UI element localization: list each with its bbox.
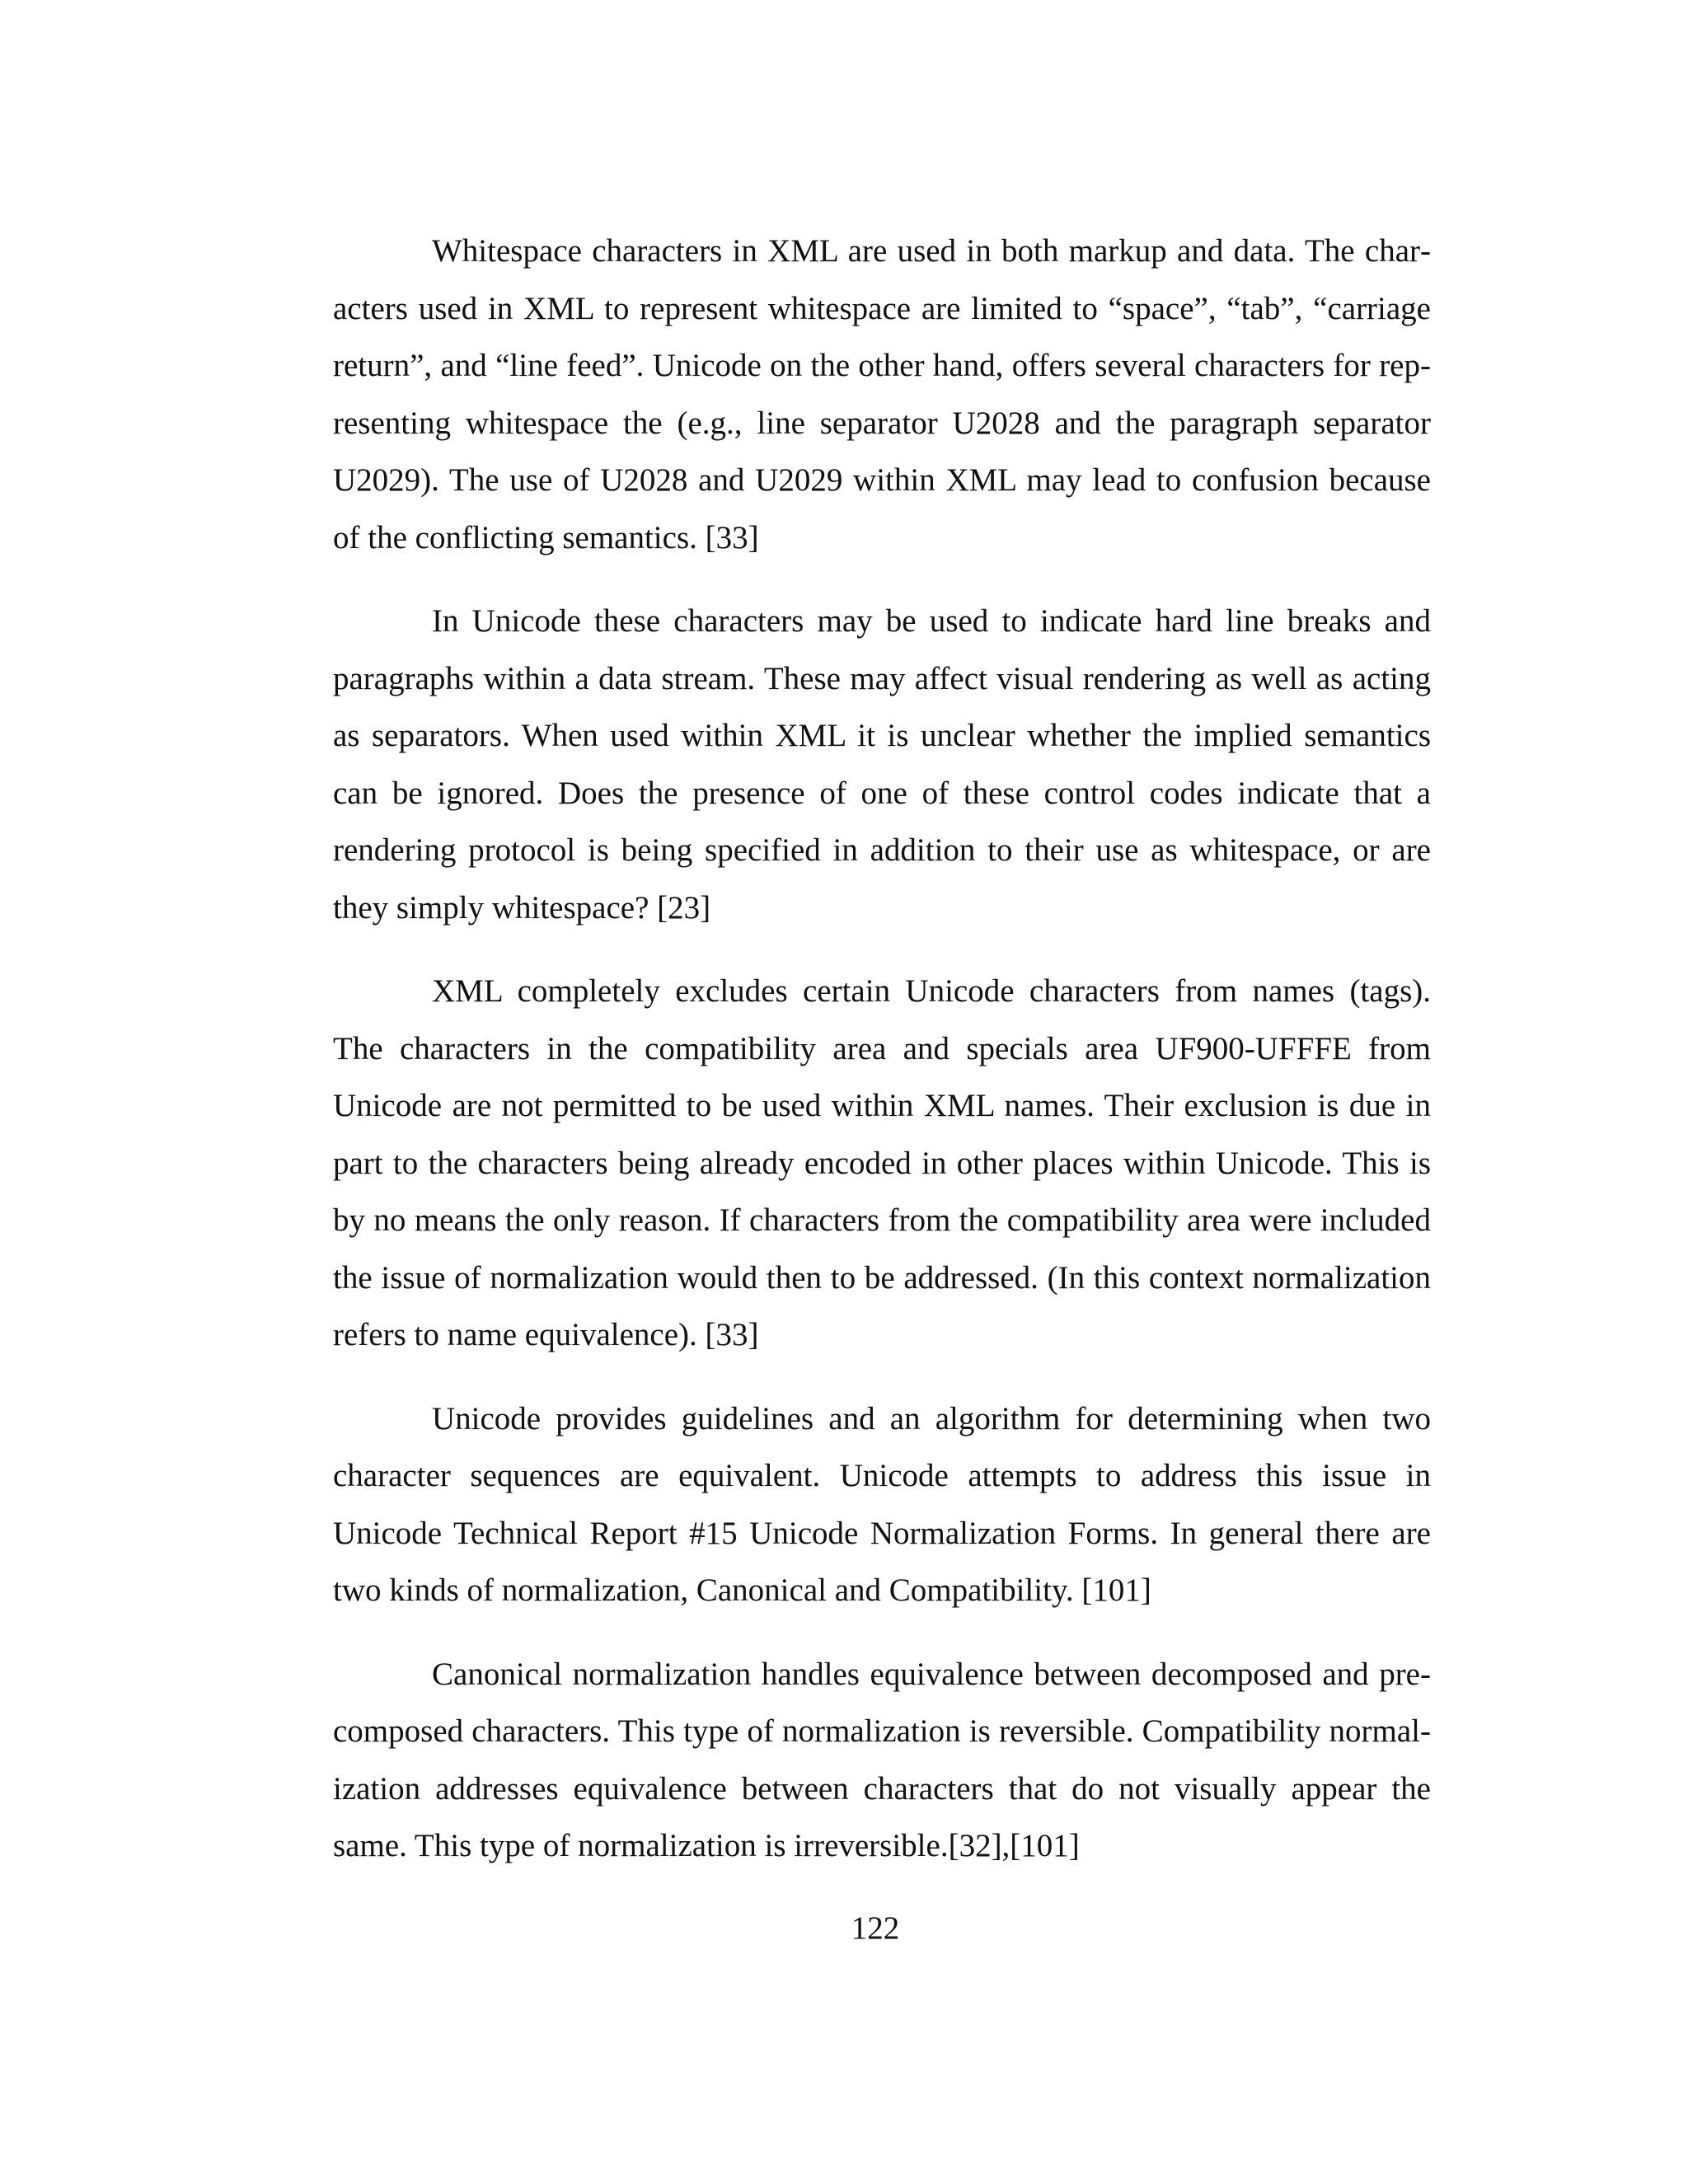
page-number: 122	[851, 1910, 900, 1946]
page-body	[333, 223, 1431, 1901]
paragraph-whitespace-xml: Whitespace characters in XML are used in both markup and data. The characters used in XML to represent whitespace are limited to “space”, “tab”, “carriage return”, and “line feed”. Unicode on the other hand, offers several characters for representing whitespace the (e.g., line separator U2028 and the paragraph separator U2029). The use of U2028 and U2029 within XML may lead to confusion because of the conflicting semantics. [33]	[333, 233, 1431, 555]
paragraph-xml-name-exclusions: XML completely excludes certain Unicode characters from names (tags). The characters in the compatibility area and specials area UF900-UFFFE from Unicode are not permitted to be used within XML names. Their exclusion is due in part to the characters being already encoded in other places within Unicode. This is by no means the only reason. If characters from the compatibility area were included the issue of normalization would then to be addressed. (In this context normalization refers to name equivalence). [33]	[333, 973, 1431, 1352]
paragraph-unicode-line-breaks: In Unicode these characters may be used to indicate hard line breaks and paragraphs within a data stream. These may affect visual rendering as well as acting as separators. When used within XML it is unclear whether the implied semantics can be ignored. Does the presence of one of these control codes indicate that a rendering protocol is being specified in addition to their use as whitespace, or are they simply whitespace? [23]	[333, 603, 1431, 926]
paragraph-canonical-compatibility: Canonical normalization handles equivalence between decomposed and precomposed characters. This type of normalization is reversible. Compatibility normalization addresses equivalence between characters that do not visually appear the same. This type of normalization is irreversible.[32],[101]	[333, 1656, 1431, 1863]
paragraph-unicode-normalization: Unicode provides guidelines and an algorithm for determining when two character sequences are equivalent. Unicode attempts to address this issue in Unicode Technical Report #15 Unicode Normalization Forms. In general there are two kinds of normalization, Canonical and Compatibility. [101]	[333, 1400, 1431, 1608]
